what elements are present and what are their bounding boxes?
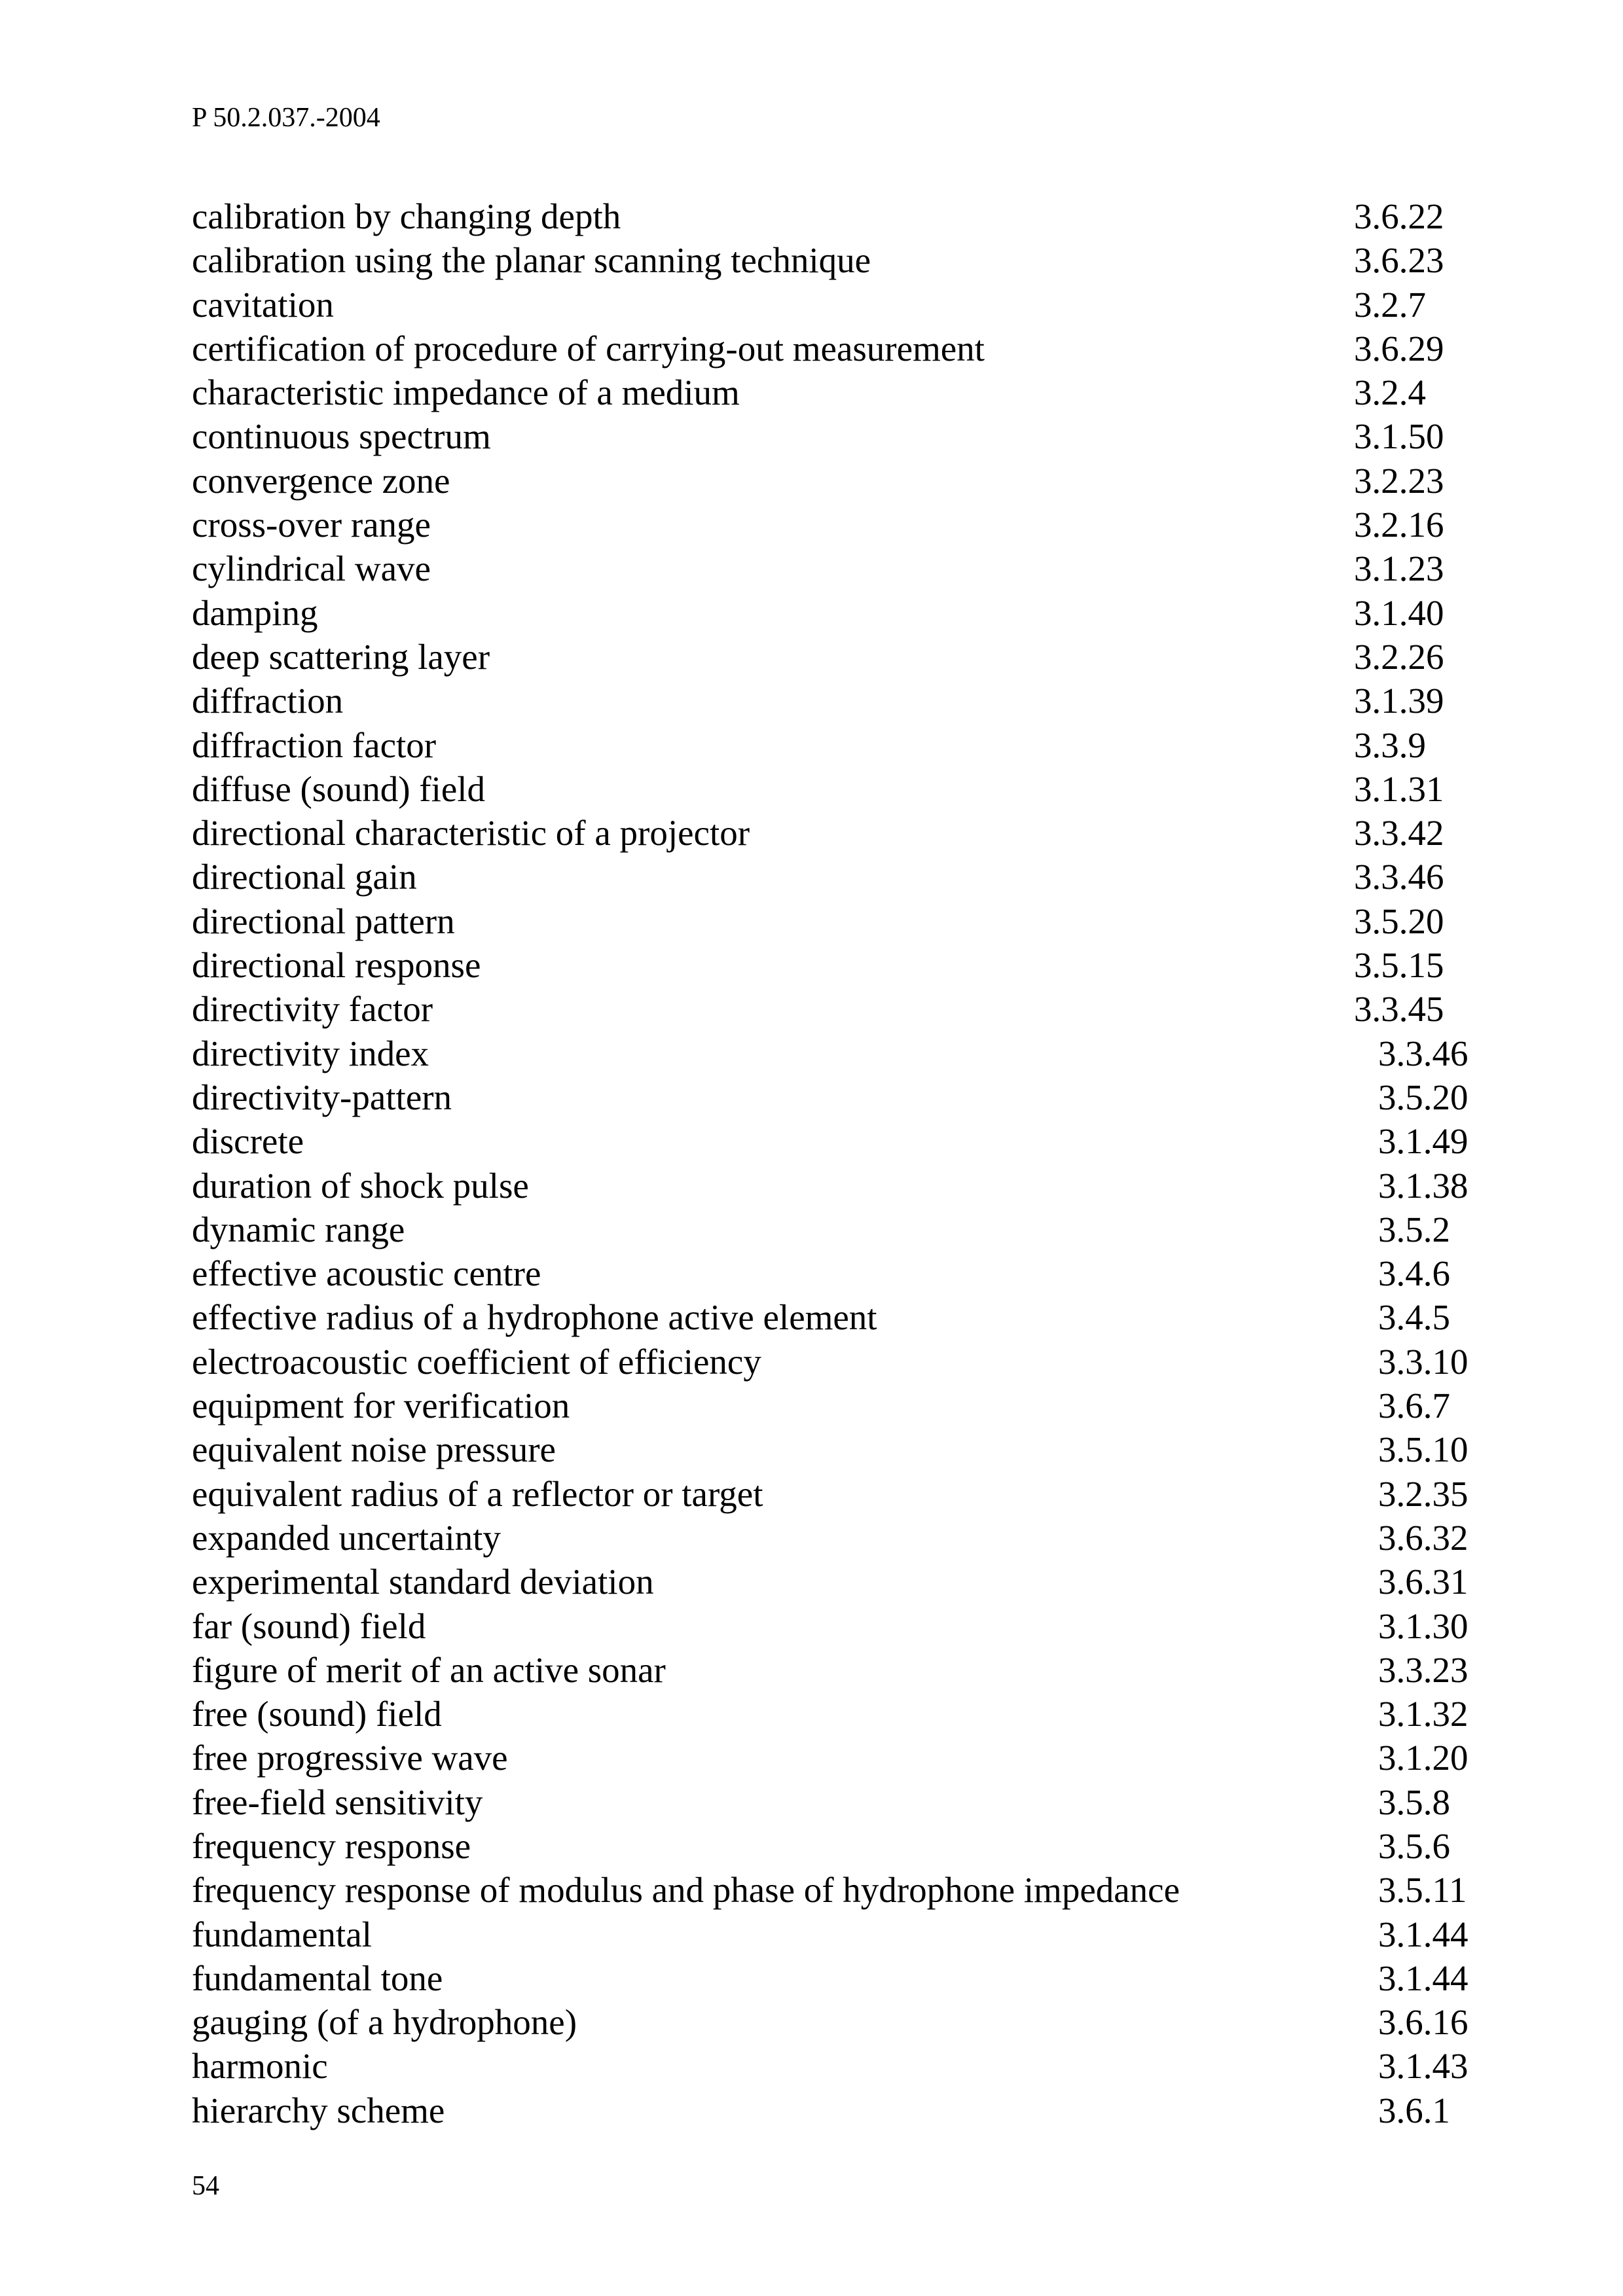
index-term: directivity-pattern [192, 1077, 452, 1117]
index-term: discrete [192, 1121, 304, 1162]
index-term: electroacoustic coefficient of efficiency [192, 1341, 761, 1382]
index-term: cavitation [192, 284, 334, 325]
index-ref: 3.5.8 [1378, 1782, 1450, 1822]
index-term: equivalent noise pressure [192, 1429, 556, 1470]
index-ref: 3.5.2 [1378, 1209, 1450, 1249]
index-ref: 3.3.46 [1378, 1033, 1468, 1073]
index-ref: 3.2.23 [1354, 460, 1444, 501]
index-ref: 3.3.45 [1354, 989, 1444, 1030]
index-entry [192, 238, 1501, 282]
index-ref: 3.5.15 [1354, 945, 1444, 986]
index-ref: 3.1.20 [1378, 1738, 1468, 1778]
index-ref: 3.4.6 [1378, 1253, 1450, 1294]
index-term: hierarchy scheme [192, 2090, 445, 2130]
index-term: calibration by changing depth [192, 196, 621, 236]
term-index-list [192, 194, 1501, 2132]
index-ref: 3.3.42 [1354, 813, 1444, 853]
page-number: 54 [192, 2171, 219, 2201]
index-term: free-field sensitivity [192, 1782, 483, 1822]
index-entry [192, 591, 1501, 635]
document-code: P 50.2.037.-2004 [192, 103, 380, 133]
index-entry [192, 1251, 1501, 1295]
index-term: directivity factor [192, 989, 433, 1030]
index-ref: 3.6.29 [1354, 328, 1444, 368]
index-entry [192, 723, 1501, 767]
index-ref: 3.1.44 [1378, 1914, 1468, 1954]
index-term: gauging (of a hydrophone) [192, 2002, 577, 2043]
index-term: harmonic [192, 2046, 328, 2087]
index-term: frequency response of modulus and phase of hydrophone impedance [192, 1870, 1180, 1910]
index-ref: 3.2.16 [1354, 505, 1444, 545]
index-ref: 3.1.39 [1354, 681, 1444, 721]
index-entry [192, 1427, 1501, 1471]
index-term: fundamental [192, 1914, 372, 1954]
index-term: experimental standard deviation [192, 1562, 654, 1602]
index-term: diffraction [192, 681, 344, 721]
index-term: deep scattering layer [192, 636, 490, 677]
index-entry [192, 370, 1501, 414]
index-entry [192, 635, 1501, 679]
index-term: calibration using the planar scanning technique [192, 240, 871, 281]
index-entry [192, 2044, 1501, 2088]
index-entry [192, 811, 1501, 855]
index-ref: 3.1.43 [1378, 2046, 1468, 2087]
index-entry [192, 899, 1501, 943]
index-term: convergence zone [192, 460, 450, 501]
index-entry [192, 1208, 1501, 1251]
index-term: equipment for verification [192, 1386, 570, 1426]
index-term: fundamental tone [192, 1958, 443, 1998]
index-entry [192, 2089, 1501, 2132]
index-term: dynamic range [192, 1209, 405, 1249]
index-term: free (sound) field [192, 1694, 442, 1734]
index-term: damping [192, 592, 318, 633]
index-ref: 3.6.23 [1354, 240, 1444, 281]
index-term: frequency response [192, 1825, 471, 1866]
index-ref: 3.6.7 [1378, 1386, 1450, 1426]
index-ref: 3.3.9 [1354, 725, 1426, 765]
index-ref: 3.2.35 [1378, 1473, 1468, 1514]
index-ref: 3.1.50 [1354, 416, 1444, 457]
index-entry [192, 1604, 1501, 1648]
index-term: free progressive wave [192, 1738, 508, 1778]
index-ref: 3.5.20 [1378, 1077, 1468, 1117]
index-entry [192, 1868, 1501, 1912]
index-entry [192, 855, 1501, 899]
index-entry [192, 1472, 1501, 1516]
index-term: continuous spectrum [192, 416, 491, 457]
index-ref: 3.1.38 [1378, 1165, 1468, 1206]
index-entry [192, 987, 1501, 1031]
index-entry [192, 1516, 1501, 1560]
index-term: certification of procedure of carrying-out measurement [192, 328, 985, 368]
index-ref: 3.1.31 [1354, 768, 1444, 809]
index-entry [192, 1075, 1501, 1119]
index-term: cylindrical wave [192, 548, 431, 589]
index-term: cross-over range [192, 505, 431, 545]
index-term: directional characteristic of a projector [192, 813, 750, 853]
index-ref: 3.2.4 [1354, 372, 1426, 413]
index-ref: 3.6.22 [1354, 196, 1444, 236]
index-term: effective radius of a hydrophone active element [192, 1297, 877, 1338]
index-term: diffuse (sound) field [192, 768, 486, 809]
index-term: directional pattern [192, 901, 455, 941]
index-entry [192, 1692, 1501, 1736]
index-ref: 3.3.46 [1354, 857, 1444, 897]
index-entry [192, 547, 1501, 590]
index-entry [192, 1031, 1501, 1075]
index-entry [192, 1648, 1501, 1692]
index-ref: 3.5.11 [1378, 1870, 1467, 1910]
index-ref: 3.6.1 [1378, 2090, 1450, 2130]
index-term: diffraction factor [192, 725, 437, 765]
index-term: figure of merit of an active sonar [192, 1649, 666, 1690]
index-term: far (sound) field [192, 1605, 426, 1646]
index-entry [192, 194, 1501, 238]
index-entry [192, 679, 1501, 723]
index-entry [192, 1340, 1501, 1384]
index-ref: 3.2.26 [1354, 636, 1444, 677]
index-term: equivalent radius of a reflector or target [192, 1473, 763, 1514]
index-ref: 3.3.23 [1378, 1649, 1468, 1690]
index-ref: 3.2.7 [1354, 284, 1426, 325]
index-ref: 3.1.44 [1378, 1958, 1468, 1998]
index-entry [192, 327, 1501, 370]
index-entry [192, 459, 1501, 503]
index-entry [192, 767, 1501, 811]
index-term: directivity index [192, 1033, 429, 1073]
index-term: expanded uncertainty [192, 1517, 501, 1558]
index-ref: 3.5.6 [1378, 1825, 1450, 1866]
index-entry [192, 2000, 1501, 2044]
index-ref: 3.6.31 [1378, 1562, 1468, 1602]
index-entry [192, 1119, 1501, 1163]
index-entry [192, 1956, 1501, 2000]
index-entry [192, 503, 1501, 547]
index-entry [192, 943, 1501, 987]
index-entry [192, 1912, 1501, 1956]
index-entry [192, 1824, 1501, 1868]
index-ref: 3.5.10 [1378, 1429, 1468, 1470]
index-term: duration of shock pulse [192, 1165, 529, 1206]
index-entry [192, 1384, 1501, 1427]
index-ref: 3.1.32 [1378, 1694, 1468, 1734]
index-ref: 3.1.23 [1354, 548, 1444, 589]
index-ref: 3.6.16 [1378, 2002, 1468, 2043]
index-term: directional gain [192, 857, 417, 897]
index-term: directional response [192, 945, 481, 986]
index-entry [192, 414, 1501, 458]
index-ref: 3.1.49 [1378, 1121, 1468, 1162]
index-ref: 3.1.40 [1354, 592, 1444, 633]
index-ref: 3.4.5 [1378, 1297, 1450, 1338]
index-ref: 3.5.20 [1354, 901, 1444, 941]
index-entry [192, 1295, 1501, 1339]
index-term: effective acoustic centre [192, 1253, 541, 1294]
index-entry [192, 1164, 1501, 1208]
index-ref: 3.1.30 [1378, 1605, 1468, 1646]
index-entry [192, 283, 1501, 327]
index-term: characteristic impedance of a medium [192, 372, 740, 413]
index-entry [192, 1780, 1501, 1824]
index-entry [192, 1736, 1501, 1780]
index-entry [192, 1560, 1501, 1604]
index-ref: 3.6.32 [1378, 1517, 1468, 1558]
index-ref: 3.3.10 [1378, 1341, 1468, 1382]
